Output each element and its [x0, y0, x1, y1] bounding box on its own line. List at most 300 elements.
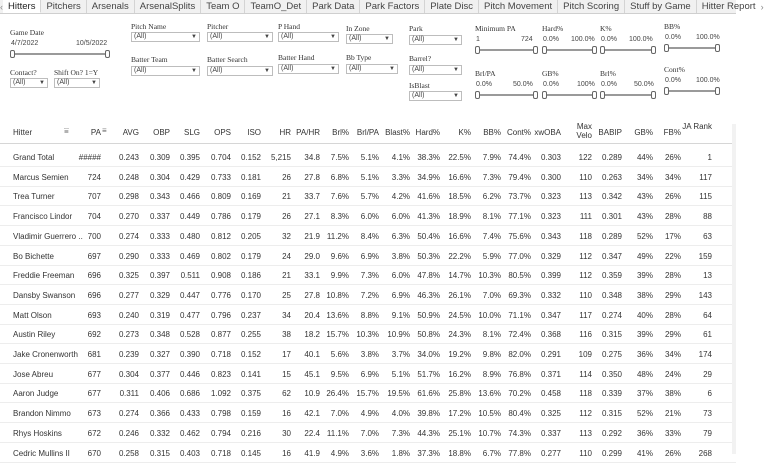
cell-gb: 43%	[636, 212, 653, 222]
cont-slider[interactable]	[664, 87, 720, 95]
hitter-name-cell: Cedric Mullins II	[13, 448, 70, 458]
bb-type-dropdown[interactable]: (All) ▼	[346, 64, 398, 74]
cell-blast: 3.3%	[391, 172, 410, 182]
cell-cont: 74.3%	[508, 428, 531, 438]
in-zone-label: In Zone	[346, 24, 370, 33]
sort-hitter-icon[interactable]: ⩸	[64, 126, 69, 135]
column-header-hitter[interactable]: Hitter	[13, 128, 33, 137]
cell-gb: 36%	[636, 428, 653, 438]
cell-gb: 52%	[636, 409, 653, 419]
cell-babip: 0.289	[601, 231, 622, 241]
cell-hr: 15	[282, 369, 291, 379]
cell-obp: 0.304	[149, 172, 170, 182]
cell-xwoba: 0.323	[540, 192, 561, 202]
column-header-blast[interactable]: Blast%	[385, 128, 410, 137]
cell-blast: 3.7%	[391, 350, 410, 359]
cell-pa: 693	[87, 310, 101, 320]
chevron-down-icon: ▼	[264, 34, 270, 40]
cell-slg: 0.480	[179, 231, 200, 241]
cell-slg: 0.477	[179, 310, 200, 320]
k-max: 100.0%	[629, 36, 653, 43]
cell-bb: 7.3%	[482, 172, 501, 182]
cell-pa: 724	[87, 172, 101, 182]
cell-brl-pa: 4.9%	[360, 409, 379, 419]
column-header-babip[interactable]: BABIP	[598, 128, 622, 137]
cell-babip: 0.339	[601, 389, 622, 399]
cell-fb: 38%	[664, 389, 681, 399]
bb-type-label: Bb Type	[346, 53, 372, 62]
cell-ops: 0.733	[210, 172, 231, 182]
shift-dropdown[interactable]: (All) ▼	[54, 78, 100, 88]
brl-slider[interactable]	[600, 91, 656, 99]
cell-brl-pa: 3.6%	[360, 448, 379, 458]
hitter-name-cell: Rhys Hoskins	[13, 428, 62, 438]
chevron-down-icon: ▼	[191, 68, 197, 74]
cell-fb: 29%	[664, 290, 681, 300]
cell-iso: 0.152	[240, 153, 261, 162]
cell-brl-pa: 5.7%	[360, 192, 379, 202]
cell-avg: 0.273	[118, 330, 139, 340]
table-row[interactable]	[0, 286, 736, 305]
cell-babip: 0.275	[601, 350, 622, 359]
column-header-hard[interactable]: Hard%	[415, 128, 440, 137]
column-header-pa[interactable]: PA	[90, 128, 101, 137]
chevron-down-icon: ▼	[384, 36, 390, 42]
contact-dropdown[interactable]: (All) ▼	[10, 78, 48, 88]
cell-ja-rank: 13	[703, 271, 712, 281]
cell-slg: 0.462	[179, 428, 200, 438]
tab-arsenal-splits[interactable]: ArsenalSplits	[135, 0, 201, 13]
min-pa-min: 1	[476, 36, 480, 43]
cell-fb: 28%	[664, 310, 681, 320]
hitter-name-cell: Bo Bichette	[13, 251, 54, 261]
cell-obp: 0.309	[149, 153, 170, 162]
cell-ja-rank: 174	[698, 350, 712, 359]
chevron-down-icon: ▼	[91, 80, 97, 86]
cell-avg: 0.270	[118, 212, 139, 222]
cell-ops: 0.877	[210, 330, 231, 340]
chevron-down-icon: ▼	[330, 66, 336, 72]
barrel-label: Barrel?	[409, 54, 432, 63]
cell-pa: 673	[87, 409, 101, 419]
column-header-cont[interactable]: Cont%	[506, 128, 531, 137]
cell-xwoba: 0.329	[540, 251, 561, 261]
batter-search-dropdown[interactable]: (All) ▼	[207, 66, 273, 76]
cell-xwoba: 0.300	[540, 172, 561, 182]
cell-obp: 0.333	[149, 231, 170, 241]
cell-cont: 76.8%	[508, 369, 531, 379]
cell-bb: 13.6%	[478, 389, 501, 399]
cell-brl-pa: 6.0%	[360, 212, 379, 222]
cell-babip: 0.263	[601, 172, 622, 182]
brl-pa-slider[interactable]	[475, 91, 538, 99]
tab-scroll-left-icon[interactable]: ‹	[0, 1, 3, 12]
cell-pa: 670	[87, 448, 101, 458]
cell-babip: 0.350	[601, 369, 622, 379]
vertical-scrollbar[interactable]	[732, 124, 736, 454]
cell-iso: 0.170	[240, 290, 261, 300]
cell-hard: 61.6%	[417, 389, 440, 399]
cell-cont: 71.1%	[508, 310, 531, 320]
cell-ja-rank: 63	[703, 231, 712, 241]
cell-hr: 16	[282, 448, 291, 458]
column-header-slg[interactable]: SLG	[183, 128, 200, 137]
cell-xwoba: 0.343	[540, 231, 561, 241]
cell-brl: 11.1%	[326, 428, 349, 438]
cell-fb: 28%	[664, 271, 681, 281]
cell-gb: 39%	[636, 330, 653, 340]
hard-label: Hard%	[542, 24, 564, 33]
cell-obp: 0.329	[149, 290, 170, 300]
min-pa-slider[interactable]	[475, 46, 538, 54]
hard-slider[interactable]	[542, 46, 597, 54]
column-header-ops[interactable]: OPS	[214, 128, 231, 137]
cell-ja-rank: 73	[703, 409, 712, 419]
cell-bb: 10.0%	[478, 310, 501, 320]
brl-min: 0.0%	[601, 81, 617, 88]
cell-xwoba: 0.399	[540, 271, 561, 281]
cell-max-velo: 113	[579, 428, 592, 438]
cell-gb: 48%	[636, 369, 653, 379]
cell-iso: 0.159	[240, 409, 261, 419]
cell-gb: 36%	[636, 350, 653, 359]
cell-pa-hr: 40.1	[304, 350, 320, 359]
cell-brl-pa: 8.4%	[360, 231, 379, 241]
column-header-brl[interactable]: Brl%	[332, 128, 349, 137]
cell-xwoba: 0.368	[540, 330, 561, 340]
tab-pitchers[interactable]: Pitchers	[41, 0, 86, 13]
cell-babip: 0.301	[601, 212, 622, 222]
park-label: Park	[409, 24, 423, 33]
cell-blast: 5.1%	[391, 369, 410, 379]
cell-xwoba: 0.337	[540, 428, 561, 438]
tab-arsenals[interactable]: Arsenals	[87, 0, 135, 13]
cell-cont: 73.7%	[508, 192, 531, 202]
cell-blast: 3.8%	[391, 251, 410, 261]
cell-ops: 0.718	[210, 350, 231, 359]
cell-fb: 26%	[664, 192, 681, 202]
cell-brl: 6.8%	[330, 172, 349, 182]
cell-ja-rank: 115	[699, 192, 712, 202]
cell-brl: 13.6%	[326, 310, 349, 320]
table-row[interactable]	[0, 384, 736, 403]
cell-slg: 0.466	[179, 192, 200, 202]
cell-gb: 34%	[636, 172, 653, 182]
cell-ops: 0.812	[210, 231, 231, 241]
cell-babip: 0.347	[601, 251, 622, 261]
batter-search-label: Batter Search	[207, 55, 248, 64]
cell-hard: 34.0%	[417, 350, 440, 359]
cell-iso: 0.145	[240, 448, 261, 458]
cell-hard: 47.8%	[417, 271, 440, 281]
pitch-name-label: Pitch Name	[131, 22, 167, 31]
column-header-k[interactable]: K%	[458, 128, 471, 137]
cell-obp: 0.315	[149, 448, 170, 458]
pitcher-dropdown[interactable]: (All) ▼	[207, 32, 273, 42]
hitter-name-cell: Marcus Semien	[13, 172, 69, 182]
p-hand-dropdown[interactable]: (All) ▼	[278, 32, 339, 42]
cell-k: 16.6%	[448, 231, 471, 241]
in-zone-dropdown[interactable]: (All) ▼	[346, 34, 393, 44]
cell-fb: 21%	[664, 409, 681, 419]
cell-blast: 10.9%	[387, 330, 410, 340]
tab-scroll-right-icon[interactable]: ›	[760, 1, 764, 12]
cell-slg: 0.395	[179, 153, 200, 162]
batter-hand-dropdown[interactable]: (All) ▼	[278, 64, 339, 74]
cell-hard: 50.8%	[417, 330, 440, 340]
cell-obp: 0.319	[149, 310, 170, 320]
cell-brl: 7.6%	[330, 192, 349, 202]
gb-label: GB%	[542, 69, 559, 78]
column-header-gb[interactable]: GB%	[634, 128, 653, 137]
cell-pa-hr: 45.1	[304, 369, 320, 379]
cell-blast: 6.0%	[391, 212, 410, 222]
cell-k: 25.1%	[448, 428, 471, 438]
cell-bb: 9.8%	[482, 350, 501, 359]
cell-brl-pa: 15.7%	[356, 389, 379, 399]
tab-stuff-by-game[interactable]: Stuff by Game	[625, 0, 697, 13]
cell-pa: #####	[78, 153, 101, 162]
cell-slg: 0.449	[179, 212, 200, 222]
cell-bb: 7.9%	[482, 153, 501, 162]
cell-hr: 21	[282, 192, 291, 202]
cell-hard: 51.7%	[417, 369, 440, 379]
column-header-brl-pa[interactable]: Brl/PA	[356, 128, 379, 137]
cell-brl: 11.2%	[326, 231, 349, 241]
table-row[interactable]	[0, 325, 736, 344]
pitcher-label: Pitcher	[207, 22, 229, 31]
cell-obp: 0.332	[149, 428, 170, 438]
cell-hard: 50.9%	[417, 310, 440, 320]
brl-pa-min: 0.0%	[476, 81, 492, 88]
chevron-down-icon: ▼	[453, 37, 459, 43]
isblast-dropdown[interactable]: (All) ▼	[409, 91, 462, 101]
cell-iso: 0.152	[240, 350, 261, 359]
cell-ops: 0.776	[210, 290, 231, 300]
cell-babip: 0.315	[601, 330, 622, 340]
cell-iso: 0.237	[240, 310, 261, 320]
hitter-name-cell: Matt Olson	[13, 310, 52, 320]
cell-max-velo: 111	[579, 212, 592, 222]
cell-ops: 0.794	[210, 428, 231, 438]
cell-cont: 74.4%	[508, 153, 531, 162]
table-row[interactable]	[0, 444, 736, 463]
tab-park-factors[interactable]: Park Factors	[360, 0, 425, 13]
table-row[interactable]	[0, 424, 736, 443]
gb-slider[interactable]	[542, 91, 597, 99]
cell-hard: 38.3%	[417, 153, 440, 162]
cell-brl-pa: 6.9%	[360, 369, 379, 379]
cell-bb: 8.1%	[482, 330, 501, 340]
table-row[interactable]	[0, 168, 736, 187]
batter-team-dropdown[interactable]: (All) ▼	[131, 66, 200, 76]
table-row[interactable]	[0, 227, 736, 246]
cell-max-velo: 110	[579, 290, 592, 300]
cell-bb: 10.3%	[478, 271, 501, 281]
column-header-bb[interactable]: BB%	[483, 128, 501, 137]
cell-avg: 0.243	[118, 153, 139, 162]
cell-pa-hr: 41.9	[304, 448, 320, 458]
hitter-name-cell: Trea Turner	[13, 192, 55, 202]
cell-gb: 37%	[636, 389, 653, 399]
column-header-obp[interactable]: OBP	[153, 128, 170, 137]
cell-pa: 677	[87, 369, 101, 379]
cell-fb: 24%	[664, 369, 681, 379]
cell-bb: 10.5%	[478, 409, 501, 419]
column-header-ja-rank[interactable]: JA Rank	[682, 122, 712, 131]
cell-hr: 17	[282, 350, 291, 359]
cell-hard: 44.3%	[417, 428, 440, 438]
p-hand-label: P Hand	[278, 22, 301, 31]
cell-cont: 82.0%	[508, 350, 531, 359]
cell-gb: 40%	[636, 310, 653, 320]
hitter-name-cell: Jose Abreu	[13, 369, 54, 379]
cell-hr: 34	[282, 310, 291, 320]
cell-iso: 0.205	[240, 231, 261, 241]
tab-team-o[interactable]: Team O	[201, 0, 245, 13]
cell-pa-hr: 33.7	[304, 192, 320, 202]
cell-max-velo: 114	[579, 369, 592, 379]
cell-gb: 49%	[636, 251, 653, 261]
tab-hitters[interactable]: Hitters	[3, 0, 41, 13]
filter-panel	[0, 16, 736, 120]
min-pa-label: Minimum PA	[475, 24, 516, 33]
cell-avg: 0.298	[118, 192, 139, 202]
cell-pa-hr: 34.8	[304, 153, 320, 162]
column-header-iso[interactable]: ISO	[247, 128, 261, 137]
cell-hard: 37.3%	[417, 448, 440, 458]
column-header-max-velo[interactable]: Max Velo	[576, 122, 592, 140]
cell-avg: 0.240	[118, 310, 139, 320]
column-header-avg[interactable]: AVG	[122, 128, 139, 137]
cell-k: 16.2%	[448, 369, 471, 379]
cell-ja-rank: 268	[698, 448, 712, 458]
cell-ja-rank: 117	[699, 172, 712, 182]
tab-pitch-scoring[interactable]: Pitch Scoring	[558, 0, 625, 13]
hitter-name-cell: Dansby Swanson	[13, 290, 76, 300]
hard-min: 0.0%	[543, 36, 559, 43]
tab-plate-disc[interactable]: Plate Disc	[425, 0, 479, 13]
table-row[interactable]	[0, 247, 736, 266]
table-row[interactable]	[0, 187, 736, 206]
gb-max: 100%	[577, 81, 595, 88]
cell-brl: 15.7%	[326, 330, 349, 340]
grand-total-row[interactable]	[0, 148, 736, 167]
cell-xwoba: 0.332	[540, 290, 561, 300]
cell-k: 18.9%	[448, 212, 471, 222]
tab-team-o-det[interactable]: TeamO_Det	[245, 0, 307, 13]
cell-pa: 697	[87, 251, 101, 261]
isblast-label: IsBlast	[409, 81, 430, 90]
cell-cont: 80.4%	[508, 409, 531, 419]
cell-brl: 10.8%	[326, 290, 349, 300]
table-row[interactable]	[0, 404, 736, 423]
min-pa-max: 724	[521, 36, 533, 43]
cell-max-velo: 110	[579, 448, 592, 458]
table-row[interactable]	[0, 365, 736, 384]
cell-obp: 0.366	[149, 409, 170, 419]
cell-hard: 50.3%	[417, 251, 440, 261]
cell-pa-hr: 20.4	[304, 310, 320, 320]
barrel-dropdown[interactable]: (All) ▼	[409, 65, 462, 75]
cell-iso: 0.186	[240, 271, 261, 281]
tab-pitch-movement[interactable]: Pitch Movement	[479, 0, 558, 13]
cell-hr: 16	[282, 409, 291, 419]
cell-cont: 69.3%	[508, 290, 531, 300]
cell-ops: 0.908	[210, 271, 231, 281]
cell-bb: 8.9%	[482, 369, 501, 379]
cell-pa-hr: 27.1	[304, 212, 320, 222]
cell-avg: 0.246	[118, 428, 139, 438]
cell-obp: 0.343	[149, 192, 170, 202]
cell-avg: 0.258	[118, 448, 139, 458]
table-row[interactable]	[0, 306, 736, 325]
cell-cont: 77.8%	[508, 448, 531, 458]
park-dropdown[interactable]: (All) ▼	[409, 35, 462, 45]
brl-max: 50.0%	[634, 81, 654, 88]
cell-slg: 0.469	[179, 251, 200, 261]
cell-brl: 9.5%	[330, 369, 349, 379]
cell-max-velo: 116	[579, 330, 592, 340]
cell-slg: 0.390	[179, 350, 200, 359]
cell-brl-pa: 8.8%	[360, 310, 379, 320]
cell-gb: 43%	[636, 192, 653, 202]
pitch-name-dropdown[interactable]: (All) ▼	[131, 32, 200, 42]
cell-gb: 44%	[636, 153, 653, 162]
cell-hr: 26	[282, 212, 291, 222]
cell-ja-rank: 143	[698, 290, 712, 300]
cell-gb: 38%	[636, 290, 653, 300]
column-header-pa-hr[interactable]: PA/HR	[296, 128, 320, 137]
column-header-fb[interactable]: FB%	[663, 128, 681, 137]
batter-team-label: Batter Team	[131, 55, 168, 64]
cell-obp: 0.337	[149, 212, 170, 222]
cell-obp: 0.327	[149, 350, 170, 359]
column-header-hr[interactable]: HR	[279, 128, 291, 137]
column-header-xwoba[interactable]: xwOBA	[534, 128, 561, 137]
bb-slider[interactable]	[664, 44, 720, 52]
cell-gb: 39%	[636, 271, 653, 281]
tab-hitter-report[interactable]: Hitter Report	[701, 1, 756, 12]
hitter-name-cell: Aaron Judge	[13, 389, 59, 399]
sort-pa-icon[interactable]: ≡	[102, 126, 107, 135]
cell-hard: 50.4%	[417, 231, 440, 241]
table-row[interactable]	[0, 345, 736, 364]
table-row[interactable]	[0, 207, 736, 226]
cell-avg: 0.248	[118, 172, 139, 182]
cell-babip: 0.299	[601, 448, 622, 458]
cell-babip: 0.289	[601, 153, 622, 162]
table-row[interactable]	[0, 266, 736, 285]
tab-park-data[interactable]: Park Data	[307, 0, 360, 13]
cell-bb: 6.7%	[482, 448, 501, 458]
cell-slg: 0.429	[179, 172, 200, 182]
cell-xwoba: 0.323	[540, 212, 561, 222]
k-slider[interactable]	[600, 46, 656, 54]
cell-k: 19.2%	[448, 350, 471, 359]
game-date-slider[interactable]	[10, 50, 110, 58]
cell-ops: 0.802	[210, 251, 231, 261]
cell-ops: 0.786	[210, 212, 231, 222]
cell-pa: 696	[87, 290, 101, 300]
cell-hr: 25	[282, 290, 291, 300]
cell-cont: 72.4%	[508, 330, 531, 340]
shift-label: Shift On? 1=Y	[54, 68, 99, 77]
cell-gb: 41%	[636, 448, 653, 458]
cell-hard: 34.9%	[417, 172, 440, 182]
cell-fb: 29%	[664, 330, 681, 340]
cell-iso: 0.141	[240, 369, 261, 379]
